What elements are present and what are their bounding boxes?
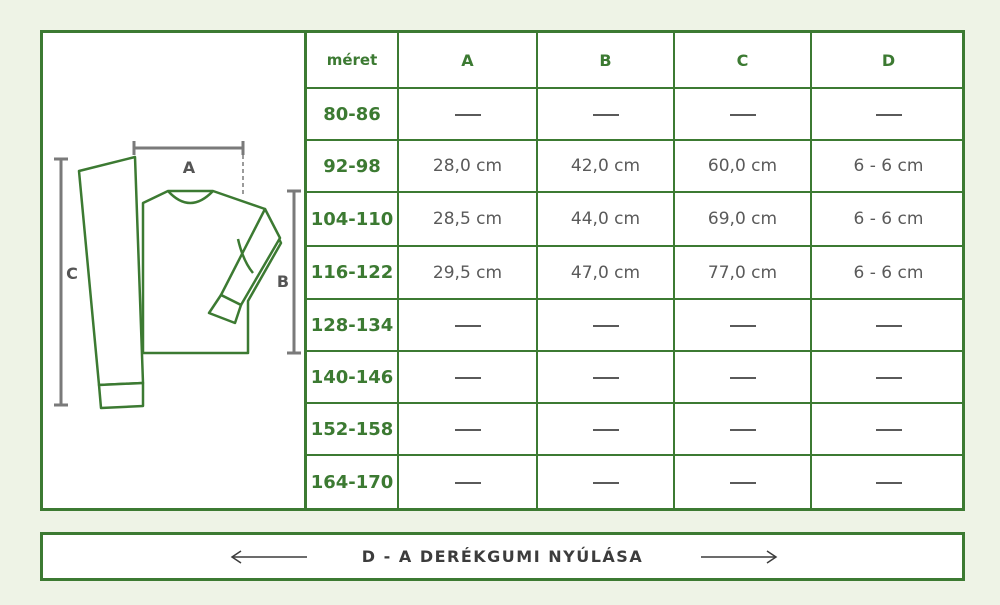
empty-cell [398,455,537,508]
dash-icon [876,325,902,327]
table-row [307,351,965,403]
header-d: D [811,33,965,88]
dash-icon [876,114,902,116]
empty-cell [811,351,965,403]
value-cell-d: 6 - 6 cm [811,246,965,299]
value-cell-a: 29,5 cm [398,246,537,299]
size-cell: 128-134 [307,299,398,351]
dash-icon [455,114,481,116]
empty-cell [537,351,674,403]
table-row [307,192,965,246]
dimension-c-label: C [66,264,78,283]
dash-icon [593,377,619,379]
table-row [307,88,965,140]
size-cell: 164-170 [307,455,398,508]
empty-cell [811,299,965,351]
dash-icon [455,482,481,484]
header-a: A [398,33,537,88]
dash-icon [876,429,902,431]
dash-icon [730,429,756,431]
footer-note [40,532,965,581]
dash-icon [455,325,481,327]
value-cell-b: 44,0 cm [537,192,674,246]
header-b: B [537,33,674,88]
dash-icon [876,377,902,379]
empty-cell [398,88,537,140]
header-c: C [674,33,811,88]
dash-icon [593,482,619,484]
dash-icon [730,482,756,484]
value-cell-d: 6 - 6 cm [811,140,965,192]
empty-cell [674,351,811,403]
value-cell-a: 28,5 cm [398,192,537,246]
empty-cell [674,299,811,351]
table-row [307,246,965,299]
size-cell: 116-122 [307,246,398,299]
empty-cell [811,403,965,455]
pants-garment [79,157,143,408]
empty-cell [398,299,537,351]
value-cell-b: 47,0 cm [537,246,674,299]
garment-diagram [43,33,305,508]
size-cell: 92-98 [307,140,398,192]
table-row [307,299,965,351]
header-size: méret [307,33,398,88]
empty-cell [674,403,811,455]
dash-icon [455,429,481,431]
top-garment [143,191,281,353]
empty-cell [674,455,811,508]
dimension-a-label: A [182,158,196,177]
table-row [307,403,965,455]
size-cell: 140-146 [307,351,398,403]
table-row [307,140,965,192]
dash-icon [593,114,619,116]
empty-cell [398,351,537,403]
dash-icon [730,377,756,379]
value-cell-a: 28,0 cm [398,140,537,192]
value-cell-c: 69,0 cm [674,192,811,246]
dash-icon [730,114,756,116]
dash-icon [455,377,481,379]
empty-cell [537,403,674,455]
size-chart-frame [40,30,965,511]
empty-cell [398,403,537,455]
value-cell-d: 6 - 6 cm [811,192,965,246]
empty-cell [674,88,811,140]
dash-icon [730,325,756,327]
empty-cell [811,455,965,508]
size-table [307,33,965,508]
size-cell: 152-158 [307,403,398,455]
dash-icon [876,482,902,484]
footer-caption: D - A DERÉKGUMI NYÚLÁSA [361,547,644,566]
size-cell: 80-86 [307,88,398,140]
empty-cell [537,299,674,351]
arrow-right-icon [699,547,779,567]
value-cell-c: 77,0 cm [674,246,811,299]
size-cell: 104-110 [307,192,398,246]
dash-icon [593,325,619,327]
value-cell-c: 60,0 cm [674,140,811,192]
dimension-b-label: B [276,272,290,291]
dash-icon [593,429,619,431]
empty-cell [811,88,965,140]
table-row [307,455,965,508]
value-cell-b: 42,0 cm [537,140,674,192]
pajama-illustration [43,33,305,508]
table-header-row [307,33,965,88]
empty-cell [537,455,674,508]
empty-cell [537,88,674,140]
